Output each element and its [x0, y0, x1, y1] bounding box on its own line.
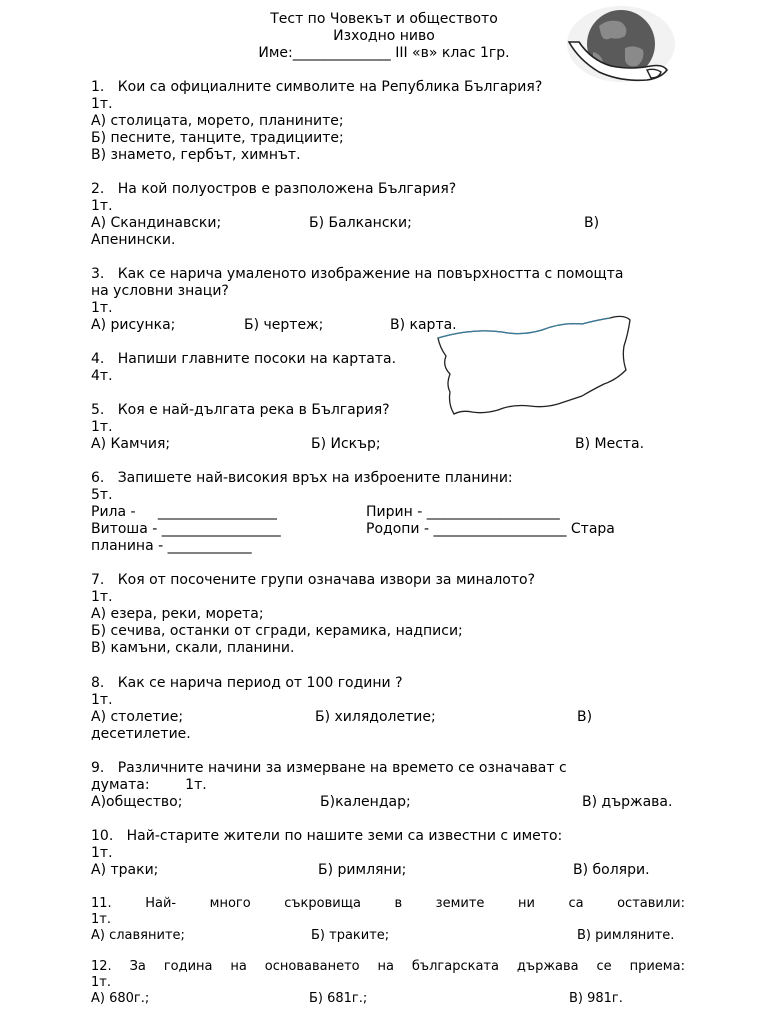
points-1: 1т.: [91, 96, 113, 112]
question-8: 8. Как се нарича период от 100 години ?: [91, 675, 403, 691]
option-10a: А) траки;: [91, 862, 159, 878]
answer-row-stara-planina: планина - ____________: [91, 538, 252, 554]
option-7a: А) езера, реки, морета;: [91, 606, 264, 622]
question-9: 9. Различните начини за измерване на времето се означават с: [91, 760, 567, 776]
points-8: 1т.: [91, 692, 113, 708]
option-8a: А) столетие;: [91, 709, 184, 725]
points-5: 1т.: [91, 419, 113, 435]
option-1c: В) знамето, гербът, химнът.: [91, 147, 301, 163]
option-5b: Б) Искър;: [311, 436, 381, 452]
option-9a: А)общество;: [91, 794, 183, 810]
points-7: 1т.: [91, 589, 113, 605]
question-12: 12. За година на основаването на българската държава се приема:: [91, 959, 685, 974]
answer-row-pirin: Пирин - ___________________: [366, 504, 560, 520]
option-9c: В) държава.: [582, 794, 673, 810]
option-11a: А) славяните;: [91, 928, 185, 943]
question-2: 2. На кой полуостров е разположена България?: [91, 181, 457, 197]
option-7b: Б) сечива, останки от сгради, керамика, надписи;: [91, 623, 463, 639]
points-2: 1т.: [91, 198, 113, 214]
answer-row-rila: Рила - _________________: [91, 504, 277, 520]
option-3c: В) карта.: [390, 317, 457, 333]
points-4: 4т.: [91, 368, 113, 384]
question-5: 5. Коя е най-дългата река в България?: [91, 402, 390, 418]
question-3: 3. Как се нарича умаленото изображение на повърхността с помощта: [91, 266, 624, 282]
page-subtitle: Изходно ниво: [333, 28, 435, 44]
option-8c-continuation: десетилетие.: [91, 726, 191, 742]
question-3-line2: на условни знаци?: [91, 283, 229, 299]
option-3b: Б) чертеж;: [244, 317, 324, 333]
points-12: 1т.: [91, 975, 111, 990]
question-6: 6. Запишете най-високия връх на изброените планини:: [91, 470, 513, 486]
globe-in-hand-icon: [563, 4, 681, 96]
option-1a: А) столицата, морето, планините;: [91, 113, 344, 129]
option-12a: А) 680г.;: [91, 991, 150, 1006]
option-11c: В) римляните.: [577, 928, 675, 943]
question-11: 11. Най- много съкровища в земите ни са оставили:: [91, 896, 685, 911]
question-1: 1. Кои са официалните символите на Република България?: [91, 79, 543, 95]
option-8b: Б) хилядолетие;: [315, 709, 436, 725]
option-2b: Б) Балкански;: [309, 215, 412, 231]
question-9-line2: думата: 1т.: [91, 777, 207, 793]
option-9b: Б)календар;: [320, 794, 411, 810]
question-10: 10. Най-старите жители по нашите земи са известни с името:: [91, 828, 563, 844]
page-title: Тест по Човекът и обществото: [270, 11, 498, 27]
option-5a: А) Камчия;: [91, 436, 171, 452]
points-3: 1т.: [91, 300, 113, 316]
question-4: 4. Напиши главните посоки на картата.: [91, 351, 397, 367]
option-8c: В): [577, 709, 593, 725]
option-11b: Б) траките;: [311, 928, 390, 943]
bulgaria-outline-map: [432, 300, 637, 440]
student-name-line: Име:______________ III «в» клас 1гр.: [258, 45, 510, 61]
option-12b: Б) 681г.;: [309, 991, 368, 1006]
answer-row-vitosha: Витоша - _________________: [91, 521, 281, 537]
points-6: 5т.: [91, 487, 113, 503]
option-10b: Б) римляни;: [318, 862, 407, 878]
option-3a: А) рисунка;: [91, 317, 176, 333]
option-2c: В): [584, 215, 600, 231]
question-7: 7. Коя от посочените групи означава извори за миналото?: [91, 572, 536, 588]
option-2c-continuation: Апенински.: [91, 232, 176, 248]
option-2a: А) Скандинавски;: [91, 215, 222, 231]
option-5c: В) Места.: [575, 436, 645, 452]
option-7c: В) камъни, скали, планини.: [91, 640, 295, 656]
points-11: 1т.: [91, 912, 111, 927]
option-1b: Б) песните, танците, традициите;: [91, 130, 344, 146]
option-10c: В) боляри.: [573, 862, 650, 878]
answer-row-rodopi: Родопи - ___________________ Стара: [366, 521, 615, 537]
points-10: 1т.: [91, 845, 113, 861]
option-12c: В) 981г.: [569, 991, 623, 1006]
